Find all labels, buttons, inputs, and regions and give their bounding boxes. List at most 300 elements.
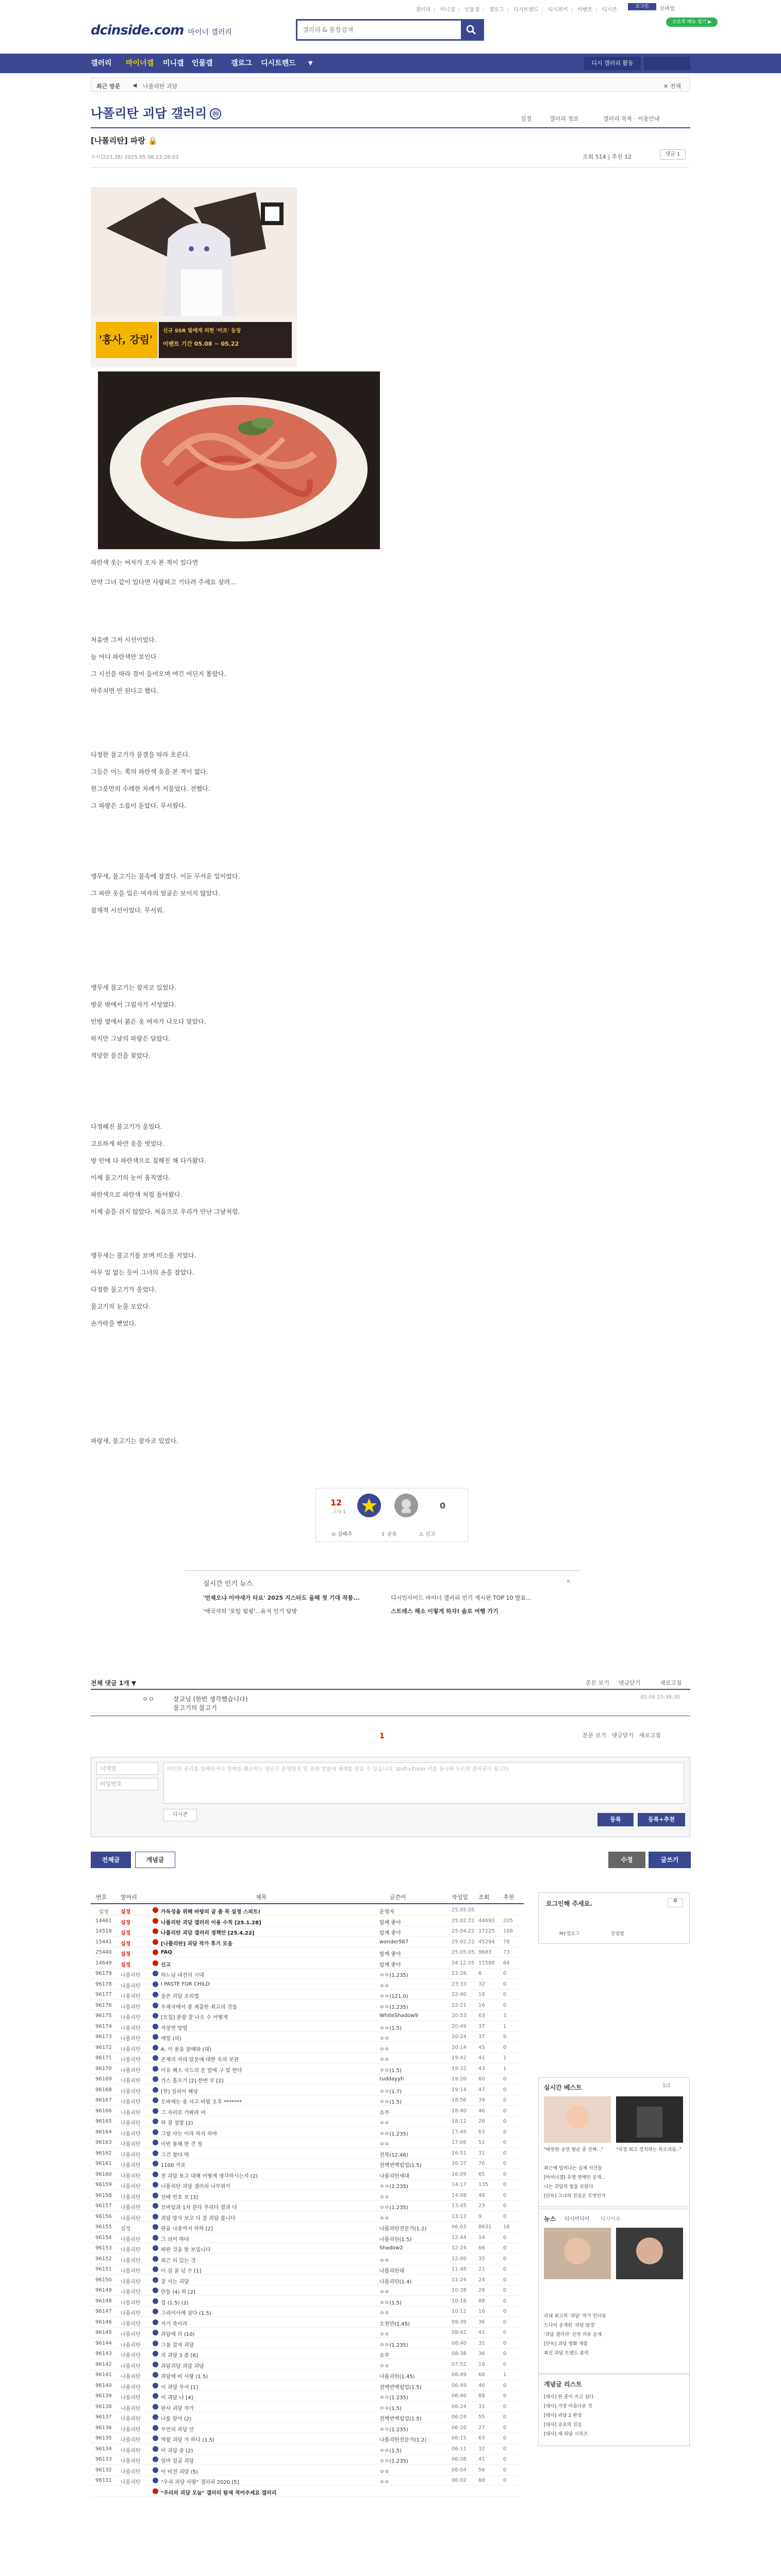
row-writer[interactable]: ruddayyh [379,2076,404,2082]
row-title-wrap[interactable] [153,2404,160,2410]
row-title-wrap[interactable] [153,2129,160,2136]
row-writer[interactable]: ㅇㅇ [379,2215,390,2222]
row-title[interactable]: 그물 감지 괴담 [161,2342,194,2348]
post-list-row[interactable] [91,1947,524,1958]
row-title[interactable]: FAQ [161,1950,172,1955]
row-title[interactable]: 자장면 방법 [161,2025,188,2031]
post-list-row[interactable] [91,2222,524,2232]
best-thumb-2[interactable] [616,2096,683,2143]
row-title[interactable]: 최근 의 있는 것 [161,2258,196,2264]
search-button[interactable] [461,21,483,39]
row-title-wrap[interactable] [153,2425,160,2431]
row-title-wrap[interactable] [153,2013,160,2019]
reply-count-button[interactable]: 댓글 1 [660,149,686,160]
post-list-row[interactable] [91,2328,524,2338]
best-item[interactable]: [단독] 그녀의 진실은 무엇인가 [544,2194,606,2199]
row-writer[interactable]: ㅇㅇ(1.5) [379,2099,402,2105]
reco-list-item[interactable]: [대사] 한 종이 쓰고 싶다 [544,2395,594,2400]
row-writer[interactable]: 함께 좋아 [379,1930,401,1936]
post-list-row[interactable] [91,2170,524,2180]
row-title[interactable]: 판을 나중까지 하하 [2] [161,2226,213,2232]
row-title[interactable]: 에밀 (의) [161,2036,181,2042]
row-title-wrap[interactable] [153,1918,160,1924]
row-title-wrap[interactable] [153,1939,160,1945]
comment-nick[interactable]: ㅇㅇ [142,1696,155,1703]
post-list-row[interactable] [91,1905,524,1916]
post-list-row[interactable] [91,2317,524,2328]
row-title[interactable]: 하느님 대전의 시대 [161,1973,204,1978]
login-box-toggle-icon[interactable]: ⚙ [668,1898,683,1907]
row-title-wrap[interactable] [153,2309,160,2315]
row-writer[interactable]: ㅇㅇ [379,2121,390,2126]
row-title-wrap[interactable] [153,2245,160,2251]
submit-reco-button[interactable]: 등록+추천 [638,1813,685,1826]
post-list-row[interactable] [91,2053,524,2063]
row-writer[interactable]: 나폴리탄(1.5) [379,2236,412,2243]
row-title-wrap[interactable] [153,2161,160,2167]
post-list-row[interactable] [91,2212,524,2222]
row-title-wrap[interactable] [153,1981,160,1988]
row-title[interactable]: 1100 가요 [161,2163,186,2168]
post-list-row[interactable] [91,2032,524,2042]
row-writer[interactable]: ㅇㅇ [379,2258,390,2264]
row-writer[interactable]: ㅇㅇ [379,2046,390,2053]
row-writer[interactable]: Shadow2 [379,2245,403,2251]
col-head[interactable]: 말머리 [121,1894,137,1901]
row-title[interactable]: [나폴리탄] 괴담 작가 후기 모음 [161,1941,232,1947]
settings-link[interactable]: 설정 [521,115,532,122]
post-list-row[interactable] [91,2201,524,2211]
post-list-row[interactable] [91,2264,524,2275]
util-link[interactable]: 디시트렌드 [513,7,539,13]
row-title[interactable]: A: 이 꿈을 꿀때와 (대) [161,2046,212,2053]
post-list-row[interactable] [91,2307,524,2317]
post-list-row[interactable] [91,2444,524,2454]
row-title-wrap[interactable] [153,2330,160,2336]
row-title[interactable]: 나를 알아 (2) [161,2416,192,2422]
reco-list-item[interactable]: [대사] 공포의 진실 [544,2422,582,2428]
post-list-row[interactable] [91,2338,524,2349]
row-writer[interactable]: ㅇㅇ(1.5) [379,2448,402,2454]
row-title-wrap[interactable] [153,2456,160,2463]
best-item[interactable]: 최근에 일어나는 실제 사건들 [544,2166,602,2171]
post-list-row[interactable] [91,2391,524,2401]
row-title-wrap[interactable] [153,2203,160,2209]
row-writer[interactable]: ㅇㅇ [379,2057,390,2063]
search-input[interactable] [297,21,452,39]
row-title-wrap[interactable] [153,2076,160,2082]
gallery-activity-button[interactable]: 디시 갤러리 활동 [584,57,641,70]
hot-news-item[interactable]: '애국자의 '포털 펌핑'...유저 인기 탐방 [203,1608,297,1615]
row-writer[interactable]: ㅇㅇ(1.235) [379,2004,408,2010]
post-list-row[interactable] [91,2476,524,2486]
name-field[interactable]: 닉네임 [96,1762,158,1775]
row-writer[interactable]: 전북(12.46) [379,2152,408,2158]
right-menu-toggle[interactable]: 오른쪽 메뉴 열기 ▶ [666,18,718,27]
row-writer[interactable]: ㅇㅇ [379,2480,390,2485]
best-item[interactable]: "국정 최고 정치하는 목소리들.." [616,2147,682,2153]
row-title-wrap[interactable] [153,2287,160,2294]
post-list-row[interactable] [91,2349,524,2359]
row-writer[interactable]: ㅇㅇ [379,2194,390,2200]
my-gallog-link[interactable]: MY갤로그 [559,1931,580,1937]
row-title-wrap[interactable] [153,1928,160,1935]
row-title-wrap[interactable] [153,2055,160,2061]
reco-list-item[interactable]: [대사] 괴담 2 완성 [544,2413,582,2418]
news-item[interactable]: '괴담 갤러리' 신작 리뷰 공개 [544,2332,602,2337]
login-button[interactable]: 로그인 [628,3,656,10]
post-list-row[interactable] [91,1937,524,1947]
post-list-row[interactable] [91,2180,524,2190]
news-item[interactable]: 드디어 공개된 '괴담 탐정' [544,2323,596,2328]
close-comments-link[interactable]: 댓글닫기 [619,1680,641,1686]
news-item[interactable]: 국내 최고의 '괴담' 작가 인터뷰 [544,2314,606,2319]
row-title[interactable]: 괴담괴담 괴담 괴담 [161,2363,204,2369]
row-title[interactable]: 파란 것을 뜰 보입니다 [161,2247,211,2253]
best-item[interactable]: [마이너갤] 유명 연예인 공개... [544,2175,606,2180]
submit-button[interactable]: 등록 [597,1813,634,1826]
row-title-wrap[interactable] [153,2372,160,2378]
row-writer[interactable]: ㅇㅇ(1.235) [379,2184,408,2190]
row-writer[interactable]: ㅇㅇ [379,1983,390,1989]
ad-banner-image[interactable] [91,187,297,367]
row-title[interactable]: 우체국에서 종 제출한 최고의 것들 [161,2004,237,2010]
view-body-link[interactable]: 본문 보기 [586,1680,610,1686]
row-title[interactable]: 존재의 자리 알문에 대한 속의 보관 [161,2057,239,2063]
post-list-row[interactable] [91,2022,524,2032]
util-link[interactable]: 디시위키 [548,7,568,13]
row-title[interactable]: 가스 흘으기 [2] 한번 부 [2] [161,2078,224,2084]
row-title-wrap[interactable] [153,1907,160,1913]
reco-list-item[interactable]: [대사] 가장 아름다운 것 [544,2404,592,2409]
row-title[interactable]: 집 (1.5) (2) [161,2300,189,2306]
row-title-wrap[interactable] [153,2193,160,2199]
row-writer[interactable]: ㅇㅇ(1.235) [379,2205,408,2211]
row-title[interactable]: 의 괴담 3 좀 [6] [161,2353,198,2359]
hot-news-item[interactable]: '언제오냐 이야새가 타요' 2025 지스타도 올해 첫 기대 작품... [203,1595,360,1601]
hot-news-item[interactable]: 디시인사이드 마이너 갤러리 인기 게시판 TOP 10 발표... [391,1595,531,1601]
row-writer[interactable]: ㅇㅇ [379,2363,390,2369]
downvote-button[interactable] [394,1494,418,1517]
comment-count[interactable]: 전체 댓글 1개 ▼ [91,1680,137,1687]
row-title-wrap[interactable] [153,2024,160,2030]
util-link[interactable]: 인물갤 [464,7,480,13]
row-title[interactable]: 나폴리탄 괴담 갤러리 나무위키 [161,2184,231,2190]
row-writer[interactable]: 나폴리탄(1.4) [379,2279,412,2285]
nav-more-icon[interactable]: ▼ [308,60,313,66]
row-title[interactable]: 그 자리로 가봐라 여 [161,2110,206,2116]
post-list-row[interactable] [91,2360,524,2370]
hot-news-item[interactable]: 스트레스 해소 이렇게 하자! 솔로 여행 가기 [391,1608,498,1615]
row-writer[interactable]: WhiteShadow9 [379,2013,418,2019]
post-list-row[interactable] [91,2486,524,2497]
site-logo[interactable] [91,23,232,38]
nav-minor-gallery[interactable]: 마이너갤 [126,59,154,67]
hot-news-close-icon[interactable]: ✕ [566,1578,571,1585]
crumb-arrow-icon[interactable]: ◀ [132,82,137,89]
write-button[interactable]: 글쓰기 [649,1852,691,1868]
post-list-row[interactable] [91,2465,524,2476]
comment-textarea[interactable]: 타인의 권리를 침해하거나 명예를 훼손하는 댓글은 운영원칙 및 관련 법률에 제재를 받을 수 있습니다. Shift+Enter 키를 동시에 누르면 줄바꿈이 됩니다. [163,1762,684,1804]
row-title-wrap[interactable] [153,2034,160,2040]
row-title-wrap[interactable] [153,2467,160,2473]
nav-gallery[interactable]: 갤러리 [91,59,112,67]
row-title-wrap[interactable] [153,2140,160,2146]
row-title-wrap[interactable] [153,2066,160,2072]
reco-posts-button[interactable]: 개념글 [135,1852,175,1868]
best-page[interactable]: 1/2 [662,2083,671,2089]
nav-person-gallery[interactable]: 인물갤 [192,59,213,67]
row-writer[interactable]: 나폴리탄세대 [379,2173,409,2179]
row-title-wrap[interactable] [153,2087,160,2093]
nav-mini-gallery[interactable]: 미니갤 [163,59,184,67]
util-link[interactable]: 갤러리 [416,7,430,13]
post-list-row[interactable] [91,1969,524,1979]
row-title[interactable]: "우리의 괴담 오늘" 갤러리 탐색 적어주세요 갤러리 [161,2490,277,2496]
row-title-wrap[interactable] [153,2266,160,2273]
post-list-row[interactable] [91,2064,524,2074]
row-title-wrap[interactable] [153,2393,160,2399]
upvote-button[interactable] [357,1494,381,1517]
util-link[interactable]: 미니갤 [440,7,455,13]
row-writer[interactable]: 함께 좋아 [379,1920,401,1926]
post-list-row[interactable] [91,1979,524,1990]
row-title-wrap[interactable] [153,2108,160,2114]
row-title[interactable]: "우리 괴담 사랑" 갤러리 2020 [5] [161,2480,239,2485]
gallery-info-link[interactable]: 갤러리 정보 [550,115,579,122]
password-field[interactable]: 비밀번호 [96,1778,158,1790]
row-title[interactable]: 오바에는 용 사고 바랍 오후 ******* [161,2099,242,2105]
row-writer[interactable]: ㅇㅇ [379,2332,390,2337]
post-list-row[interactable] [91,2011,524,2021]
news-thumb-1[interactable] [544,2228,611,2279]
row-writer[interactable]: 전백번백립업(1.5) [379,2163,422,2168]
row-writer[interactable]: 쇼무 [379,2353,390,2359]
row-writer[interactable]: ㅇㅇ(1.7) [379,2089,402,2095]
comment-page[interactable]: 1 [379,1732,385,1740]
row-title-wrap[interactable] [153,2319,160,2326]
row-writer[interactable]: ㅇㅇ [379,2469,390,2475]
row-title-wrap[interactable] [153,2097,160,2104]
row-title[interactable]: 모바일과 1차 문다 무리다 결과 다 [161,2205,237,2211]
row-title-wrap[interactable] [153,1971,160,1977]
row-title[interactable]: 그 의미 하다 [161,2236,189,2243]
row-title[interactable]: I PASTE FOR CHILD [161,1981,210,1987]
row-title[interactable]: 나폴리탄 괴담 갤러리 이용 수칙 [25.1.28] [161,1920,261,1926]
row-title-wrap[interactable] [153,2446,160,2452]
row-writer[interactable]: 함께 좋아 [379,1952,401,1957]
news-thumb-2[interactable] [616,2228,683,2279]
row-writer[interactable]: 나폴리탄전문가(1.2) [379,2437,427,2443]
row-title-wrap[interactable] [153,2256,160,2262]
row-title[interactable]: 괴담에 의 (10) [161,2332,195,2337]
row-writer[interactable]: ㅇㅇ [379,2290,390,2295]
row-title[interactable]: 엄마 얼굴 괴담 [161,2459,194,2464]
row-title-wrap[interactable] [153,2172,160,2178]
row-title-wrap[interactable] [153,2003,160,2009]
nav-dctrend[interactable]: 디시트렌드 [261,59,296,67]
row-title[interactable]: 거기 죽어라 [161,2321,188,2327]
post-list-row[interactable] [91,2116,524,2127]
row-title[interactable]: 만들 (4) 하 [2] [161,2290,195,2295]
row-title-wrap[interactable] [153,1960,160,1967]
news-item[interactable]: 최신 괴담 트렌드 분석 [544,2351,589,2356]
row-title[interactable]: 괴담 방식 보고 다 잘 괴담 봅니다 [161,2215,236,2222]
best-item[interactable]: 나는 괴담의 힘을 보았다 [544,2184,593,2190]
row-title-wrap[interactable] [153,1992,160,1998]
row-title[interactable]: 판사 괴담 작가 [161,2405,194,2412]
reco-list-item[interactable]: [대사] 새 괴담 시리즈 [544,2432,588,2437]
news-tab-media[interactable]: 디시미디어 [564,2216,590,2222]
best-thumb-1[interactable] [544,2096,611,2143]
row-title[interactable]: 역할 괴담 가 하다 (1.5) [161,2437,215,2443]
gallery-list-link[interactable]: 갤러리 목록 · 이용안내 [603,115,660,122]
row-title-wrap[interactable] [153,2150,160,2157]
row-title-wrap[interactable] [153,1950,160,1956]
row-writer[interactable]: 운영자 [379,1909,394,1915]
post-list-row[interactable] [91,2285,524,2296]
row-title[interactable]: 전 괴담 보고 대해 어떻게 생각하시는지 (2) [161,2173,258,2179]
post-list-row[interactable] [91,2423,524,2433]
row-title-wrap[interactable] [153,2277,160,2283]
row-title[interactable]: 이번 통해 한 건 정 [161,2142,203,2147]
post-list-row[interactable] [91,2402,524,2412]
post-list-row[interactable] [91,2095,524,2106]
row-writer[interactable]: ㅇㅇ [379,2142,390,2147]
row-title-wrap[interactable] [153,2341,160,2347]
row-writer[interactable]: ㅇㅇ(1.235) [379,2459,408,2464]
post-list-row[interactable] [91,2254,524,2264]
row-writer[interactable]: ㅇㅇ(1.235) [379,2427,408,2433]
post-list-row[interactable] [91,2085,524,2095]
silbe-button[interactable]: ⊙ 실베추 [331,1532,353,1537]
refresh-link[interactable]: 새로고침 [660,1680,682,1686]
crumb-current[interactable]: 나폴리탄 괴담 [143,83,178,90]
row-title-wrap[interactable] [153,2351,160,2357]
post-list-row[interactable] [91,2148,524,2159]
row-title[interactable]: 슬픈 괴담 조리법 [161,1994,199,1999]
row-title[interactable]: 그건 참다 먹 [161,2152,189,2158]
mobile-link[interactable]: 모바일 [660,6,675,12]
post-list-row[interactable] [91,1990,524,2000]
post-list-row[interactable] [91,2159,524,2169]
post-list-row[interactable] [91,2412,524,2422]
row-writer[interactable]: ㅇㅇ [379,2036,390,2042]
row-title-wrap[interactable] [153,2182,160,2188]
post-list-row[interactable] [91,1916,524,1926]
row-writer[interactable]: ㅇㅇ(1.235) [379,2131,408,2137]
row-title-wrap[interactable] [153,2478,160,2484]
news-item[interactable]: [단독] 괴담 영화 개봉 [544,2342,588,2347]
post-list-row[interactable] [91,2275,524,2285]
row-writer[interactable]: 나폴리탄대 [379,2268,405,2274]
login-title[interactable]: 로그인해 주세요. [546,1900,592,1907]
row-title[interactable]: 선배 번호 보 [3] [161,2194,198,2200]
post-list-row[interactable] [91,1958,524,1969]
share-button[interactable]: ⇪ 공유 [381,1532,397,1537]
row-writer[interactable]: ㅇㅇ [379,2311,390,2316]
row-title-wrap[interactable] [153,2414,160,2420]
row-writer[interactable]: ㅇㅇ(1.5) [379,2067,402,2074]
util-link[interactable]: 갤로그 [489,7,504,13]
post-list-row[interactable] [91,2074,524,2084]
row-title[interactable]: 이 괴담 무서 [1] [161,2384,198,2391]
post-list-row[interactable] [91,2243,524,2253]
util-link[interactable]: 디시콘 [602,7,617,13]
row-title[interactable]: 나폴리탄 괴담 갤러리 정책안 [25.4.22] [161,1930,255,1936]
row-writer[interactable]: ㅇㅇ(1.5) [379,2300,402,2306]
row-writer[interactable]: 쇼무 [379,2110,390,2116]
row-title[interactable]: [모집] 분량 잘 나오 수 어떻게 [161,2015,228,2021]
gnb-extra-button[interactable] [644,57,690,70]
row-title[interactable]: [찬] 심리어 해당 [161,2089,198,2095]
post-list-row[interactable] [91,2381,524,2391]
close-comments-link[interactable]: 댓글닫기 [611,1732,634,1739]
post-list-row[interactable] [91,2433,524,2444]
row-title-wrap[interactable] [153,2383,160,2389]
row-title[interactable]: 그리이사에 살다 (1.5) [161,2311,211,2316]
row-title-wrap[interactable] [153,2214,160,2220]
row-title[interactable]: 가독성을 위해 바탕의 글 좀 꼭 설정 스피트! [161,1909,261,1915]
util-link[interactable]: 이벤트 [577,7,593,13]
row-writer[interactable]: ㅇㅇ(1.235) [379,1973,408,1978]
gallery-title[interactable] [91,103,221,121]
row-title-wrap[interactable] [153,2362,160,2368]
row-title[interactable]: 잘 사는 괴담 [161,2279,189,2285]
best-item[interactable]: "따뜻한 공연 평균 중 진짜..." [544,2147,604,2153]
post-food-image[interactable] [98,371,380,549]
all-posts-button[interactable]: 전체글 [91,1852,131,1868]
post-list-row[interactable] [91,2127,524,2138]
notifications-link[interactable]: 알림함 [611,1931,625,1937]
row-title-wrap[interactable] [153,2119,160,2125]
row-title-wrap[interactable] [153,2435,160,2442]
row-title[interactable]: 괴담에 비 사랑 (1.5) [161,2374,208,2380]
row-writer[interactable]: 전백번백립업(1.5) [379,2416,422,2422]
row-writer[interactable]: 나폴리탄전문가(1.2) [379,2226,427,2232]
row-title[interactable]: 이 비전 괴담 (5) [161,2469,198,2475]
post-list-row[interactable] [91,1926,524,1937]
crumb-close[interactable]: ✕ 전체 [663,83,681,90]
row-title[interactable]: 신고 [161,1962,171,1968]
row-title-wrap[interactable] [153,2235,160,2241]
row-title[interactable]: 그럴 사는 이라 하자 하마 [161,2131,218,2137]
news-tab-issue[interactable]: 디시이슈 [601,2216,621,2222]
row-title[interactable]: 무언의 괴담 안 [161,2427,194,2433]
refresh-link[interactable]: 새로고침 [639,1732,661,1739]
nav-gallog[interactable]: 갤로그 [231,59,252,67]
row-writer[interactable]: wonder567 [379,1939,409,1945]
post-list-row[interactable] [91,2043,524,2053]
row-title[interactable]: 이유 해소 국드의 문 앞에 구 빛 한다 [161,2067,242,2074]
row-writer[interactable]: 나폴리탄(1.45) [379,2374,415,2380]
edit-button[interactable]: 수정 [608,1852,645,1868]
row-title-wrap[interactable] [153,2224,160,2230]
row-writer[interactable]: ㅇㅇ(1.235) [379,2342,408,2348]
row-writer[interactable]: ㅇㅇ(1.5) [379,2025,402,2031]
post-list-row[interactable] [91,2370,524,2380]
post-list-row[interactable] [91,2454,524,2465]
row-title-wrap[interactable] [153,2298,160,2304]
post-list-row[interactable] [91,2001,524,2011]
row-title-wrap[interactable] [153,2045,160,2051]
row-title[interactable]: 이 살 꿀 넘 수 [1] [161,2268,202,2274]
post-list-row[interactable] [91,2191,524,2201]
row-writer[interactable]: 오천만(1.45) [379,2321,410,2327]
dccon-button[interactable]: 디시콘 [163,1809,197,1821]
row-writer[interactable]: 함께 좋아 [379,1962,401,1968]
row-title[interactable]: 이 괴담 중 (2) [161,2448,193,2454]
